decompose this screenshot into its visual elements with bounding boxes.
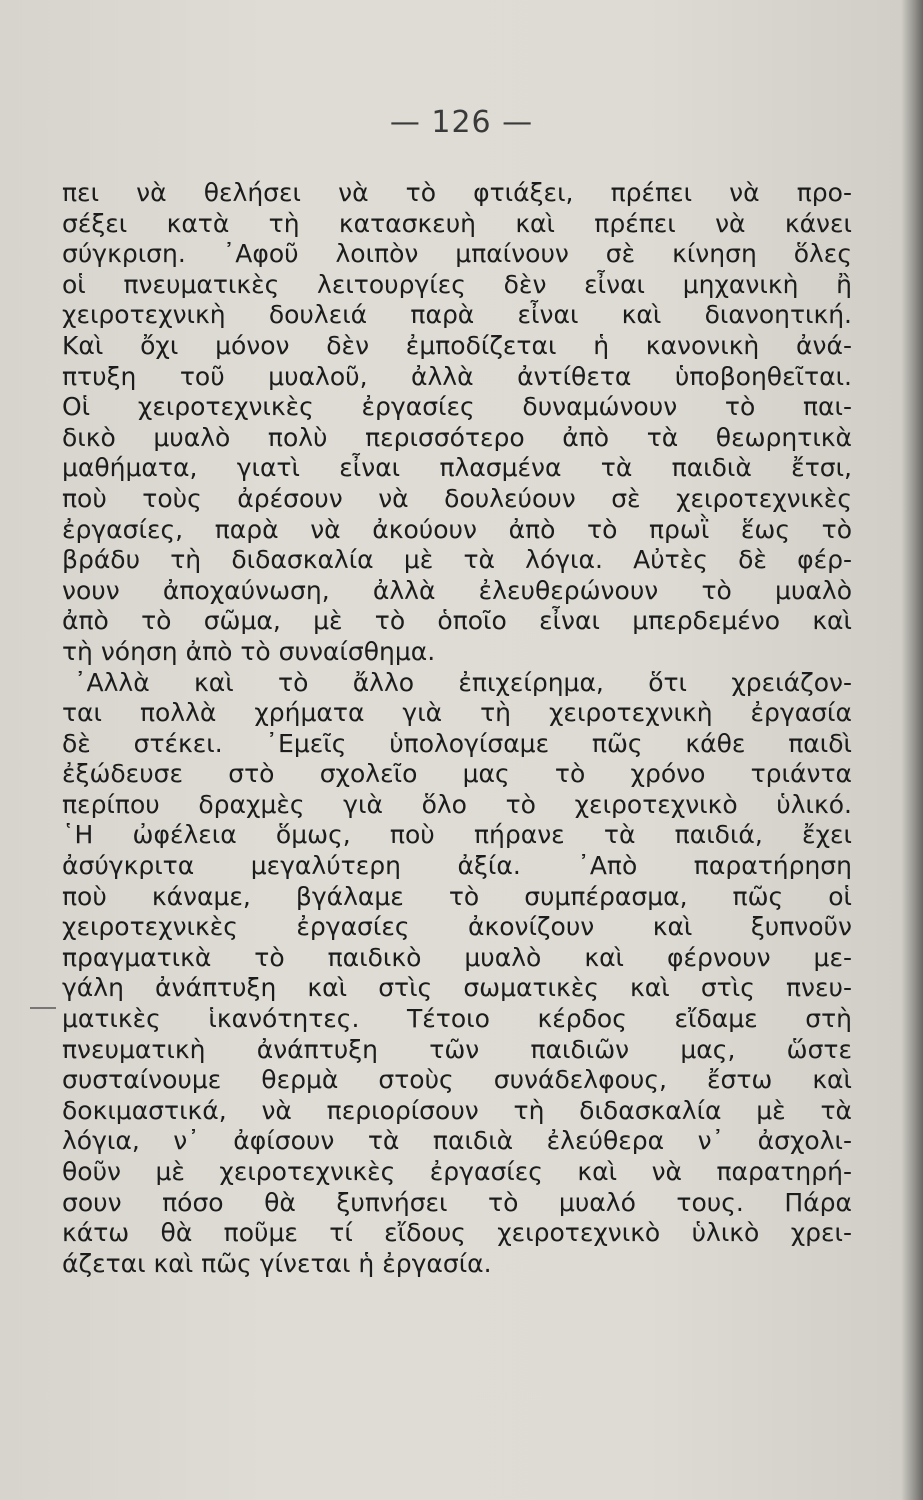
text-line: ματικὲς ἱκανότητες. Τέτοιο κέρδος εἴδαμε στὴ [62, 1004, 852, 1034]
text-line: γάλη ἀνάπτυξη καὶ στὶς σωματικὲς καὶ στὶς πνευ- [62, 973, 852, 1003]
text-line: συσταίνουμε θερμὰ στοὺς συνάδελφους, ἔστω καὶ [62, 1065, 852, 1095]
body-text [62, 178, 852, 1279]
text-line: βράδυ τὴ διδασκαλία μὲ τὰ λόγια. Αὐτὲς δὲ φέρ- [62, 545, 852, 575]
text-line: Οἱ χειροτεχνικὲς ἐργασίες δυναμώνουν τὸ παι- [62, 392, 852, 422]
text-line: χειροτεχνικὲς ἐργασίες ἀκονίζουν καὶ ξυπνοῦν [62, 912, 852, 942]
text-line: πραγματικὰ τὸ παιδικὸ μυαλὸ καὶ φέρνουν με- [62, 942, 852, 972]
text-line: ται πολλὰ χρήματα γιὰ τὴ χειροτεχνικὴ ἐργασία [62, 698, 852, 728]
text-line: πει νὰ θελήσει νὰ τὸ φτιάξει, πρέπει νὰ προ- [62, 178, 852, 207]
text-line: θοῦν μὲ χειροτεχνικὲς ἐργασίες καὶ νὰ παρατηρή- [62, 1157, 852, 1186]
text-line: άζεται καὶ πῶς γίνεται ἡ ἐργασία. [62, 1248, 492, 1278]
text-line: μαθήματα, γιατὶ εἶναι πλασμένα τὰ παιδιὰ ἔτσι, [62, 453, 852, 483]
page-edge-shadow [901, 0, 923, 1500]
text-line: δὲ στέκει. ᾿Εμεῖς ὑπολογίσαμε πῶς κάθε παιδὶ [62, 728, 852, 758]
text-line: ᾿Αλλὰ καὶ τὸ ἄλλο ἐπιχείρημα, ὅτι χρειάζον- [74, 667, 852, 697]
text-line: σύγκριση. ᾿Αφοῦ λοιπὸν μπαίνουν σὲ κίνηση ὅλες [62, 239, 852, 269]
text-line: χειροτεχνικὴ δουλειά παρὰ εἶναι καὶ διανοητική. [62, 300, 852, 330]
text-line: νουν ἀποχαύνωση, ἀλλὰ ἐλευθερώνουν τὸ μυαλὸ [62, 575, 852, 605]
text-line: πνευματικὴ ἀνάπτυξη τῶν παιδιῶν μας, ὥστε [62, 1034, 852, 1064]
text-line: δοκιμαστικά, νὰ περιορίσουν τὴ διδασκαλία μὲ τὰ [62, 1095, 852, 1125]
text-line: δικὸ μυαλὸ πολὺ περισσότερο ἀπὸ τὰ θεωρητικὰ [62, 422, 852, 452]
text-line: τὴ νόηση ἀπὸ τὸ συναίσθημα. [62, 636, 436, 666]
text-line: ἀσύγκριτα μεγαλύτερη ἀξία. ᾿Απὸ παρατήρηση [62, 851, 852, 881]
text-line: περίπου δραχμὲς γιὰ ὅλο τὸ χειροτεχνικὸ ὑλικό. [62, 789, 852, 819]
text-line: κάτω θὰ ποῦμε τί εἴδους χειροτεχνικὸ ὑλικὸ χρει- [62, 1218, 852, 1248]
page-number: — 126 — [389, 105, 534, 140]
text-line: λόγια, ν᾿ ἀφίσουν τὰ παιδιὰ ἐλεύθερα ν᾿ ἀσχολι- [62, 1126, 852, 1156]
text-line: σουν πόσο θὰ ξυπνήσει τὸ μυαλό τους. Πάρα [62, 1187, 852, 1217]
text-line: σέξει κατὰ τὴ κατασκευὴ καὶ πρέπει νὰ κάνει [62, 208, 852, 238]
text-line: ἐξώδευσε στὸ σχολεῖο μας τὸ χρόνο τριάντα [62, 759, 852, 789]
text-line: πτυξη τοῦ μυαλοῦ, ἀλλὰ ἀντίθετα ὑποβοηθεῖται. [62, 361, 852, 391]
text-line: ἐργασίες, παρὰ νὰ ἀκούουν ἀπὸ τὸ πρωῒ ἕως τὸ [62, 514, 852, 544]
text-line: ποὺ κάναμε, βγάλαμε τὸ συμπέρασμα, πῶς οἱ [62, 881, 852, 911]
margin-mark [30, 1007, 56, 1009]
text-line: ἀπὸ τὸ σῶμα, μὲ τὸ ὁποῖο εἶναι μπερδεμένο καὶ [62, 606, 852, 636]
text-line: οἱ πνευματικὲς λειτουργίες δὲν εἶναι μηχανικὴ ἢ [62, 269, 852, 299]
text-line: ποὺ τοὺς ἀρέσουν νὰ δουλεύουν σὲ χειροτεχνικὲς [62, 483, 852, 513]
text-line: ῾Η ὠφέλεια ὅμως, ποὺ πήρανε τὰ παιδιά, ἔχει [62, 820, 852, 850]
text-line: Καὶ ὄχι μόνον δὲν ἐμποδίζεται ἡ κανονικὴ ἀνά- [62, 330, 852, 360]
